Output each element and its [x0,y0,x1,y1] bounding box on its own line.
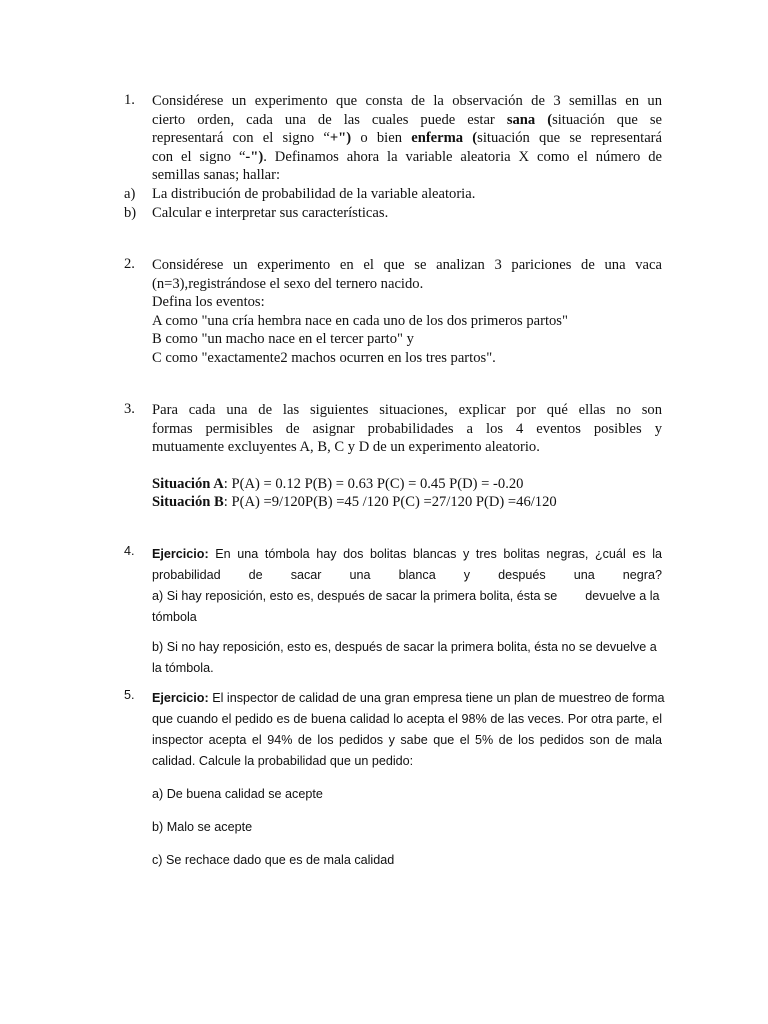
question-text-line: mutuamente excluyentes A, B, C y D de un experimento aleatorio. [152,439,540,456]
question-text-line: Considérese un experimento en el que se analizan 3 pariciones de una vaca [152,257,662,273]
subquestion-b: b) Si no hay reposición, esto es, después de sacar la primera bolita, ésta no se devuelve a [152,640,657,654]
question-3 [124,401,662,512]
situation-label: Situación B [152,494,224,511]
event-definition-b: B como "un macho nace en el tercer parto" y [152,331,414,348]
question-text-line [152,688,665,709]
situation-label: Situación A [152,475,224,492]
subquestion-a-cont: tómbola [152,610,197,624]
question-1 [124,92,662,222]
situation-values: : P(A) = 0.12 P(B) = 0.63 P(C) = 0.45 P(D) = -0.20 [223,475,524,492]
question-text-line: probabilidad de sacar una blanca y después una negra? [152,568,662,582]
bold-term: enferma ( [411,130,478,147]
text-span: cierto orden, cada una de las cuales puede estar [152,111,507,128]
question-number: 3. [124,401,135,417]
text-span: situación que se [552,111,663,128]
question-number: 4. [124,544,135,558]
text-span: o bien [351,130,412,147]
subquestion-label: b) [124,204,137,221]
question-text-line: formas permisibles de asignar probabilidades a los 4 eventos posibles y [152,420,662,437]
exercise-label: Ejercicio: [152,547,209,561]
question-number: 1. [124,92,135,108]
question-text-line [152,111,662,130]
event-definition-c: C como "exactamente2 machos ocurren en los tres partos". [152,349,496,366]
question-5 [124,688,665,871]
subquestion-c: c) Se rechace dado que es de mala calidad [152,853,395,867]
question-text-line: que cuando el pedido es de buena calidad lo acepta el 98% de las veces. Por otra parte, el [152,712,662,726]
text-span: con el signo “ [152,148,246,165]
bold-term: +") [329,130,352,147]
subquestion-b-cont: la tómbola. [152,661,214,675]
question-text-line: Defina los eventos: [152,294,265,311]
question-number: 5. [124,688,135,702]
situation-values: : P(A) =9/120P(B) =45 /120 P(C) =27/120 P(D) =46/120 [223,494,557,511]
question-text-line: calidad. Calcule la probabilidad que un pedido: [152,754,414,768]
subquestion-label: a) [124,185,136,202]
subquestion-a: a) De buena calidad se acepte [152,787,323,801]
text-span: situación que se representará [477,130,663,147]
question-number: 2. [124,256,135,272]
subquestion-a [124,185,662,204]
event-definition-a: A como "una cría hembra nace en cada uno de los dos primeros partos" [152,312,568,329]
subquestion-text: Calcular e interpretar sus características. [152,204,389,221]
bold-term: -") [245,148,264,165]
exercise-label: Ejercicio: [152,691,209,705]
situation-a [152,475,662,494]
text-span: . Definamos ahora la variable aleatoria X como el número de [263,148,662,165]
subquestion-text: La distribución de probabilidad de la variable aleatoria. [152,185,476,202]
question-text-line: (n=3),registrándose el sexo del ternero nacido. [152,275,424,292]
question-text-line: Considérese un experimento que consta de la observación de 3 semillas en un [152,93,662,109]
subquestion-b: b) Malo se acepte [152,820,253,834]
question-text-line: inspector acepta el 94% de los pedidos y sabe que el 5% de los pedidos son de mala [152,733,662,747]
text-span: representará con el signo “ [152,130,330,147]
situation-b [152,493,662,512]
text-span: En una tómbola hay dos bolitas blancas y tres bolitas negras, ¿cuál es la [208,547,662,561]
bold-term: sana ( [506,111,553,128]
question-text-line: semillas sanas; hallar: [152,167,281,184]
text-span: El inspector de calidad de una gran empresa tiene un plan de muestreo de forma [208,691,665,705]
question-text-line: Para cada una de las siguientes situaciones, explicar por qué ellas no son [152,402,662,418]
question-4 [124,544,662,679]
question-2 [124,256,662,368]
subquestion-a: a) Si hay reposición, esto es, después de sacar la primera bolita, ésta se devuelve a la [152,589,660,603]
question-text-line [152,544,662,565]
question-text-line [152,129,662,148]
question-text-line [152,148,662,167]
subquestion-b [124,204,662,223]
